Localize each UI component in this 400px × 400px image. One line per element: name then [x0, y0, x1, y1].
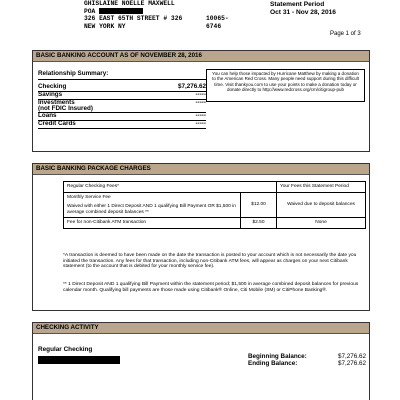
donation-notice: You can help those impacted by Hurricane Matthew by making a donation to the American Red Cross. Many people need support during this difficult time. Visit thankyou.com to use your points to make a donation today or donate directly to http://www.redcross.org/cm/citigroup-pub [206, 69, 365, 102]
table-row [64, 218, 366, 229]
nonciti-fee-amount: $2.50 [241, 218, 277, 229]
regular-checking-title: Regular Checking [38, 346, 93, 353]
redaction-bar [38, 356, 120, 364]
mailing-address [84, 0, 229, 30]
table-row [64, 192, 366, 218]
relationship-summary-title: Relationship Summary: [38, 70, 206, 80]
waive-text: Waived with either 1 Direct Deposit AND 1 qualifying Bill Payment OR $1,500 in average combined deposit balances ** [67, 204, 236, 215]
package-charges-section [32, 163, 370, 311]
statement-period-label: Statement Period [270, 1, 325, 8]
nonciti-fee-period: None [277, 218, 366, 229]
summary-row-investments: Investments (not FDIC Insured) ----- [38, 98, 206, 112]
monthly-fee-label: Monthly Service Fee [67, 194, 111, 200]
basic-banking-account-section [32, 50, 370, 152]
statement-period [270, 1, 336, 17]
summary-row-credit-cards: Credit Cards ----- [38, 120, 206, 128]
footnote-waiver: ** 1 Direct Deposit AND 1 qualifying Bill Payment within the statement period; $1,500 in average combined deposit balances for previous calendar month. Qualifying bill payments are those made using Citibank® Online, Citi Mobile (SM) or CitiPhone Banking®. [63, 282, 359, 293]
street-address: 326 EAST 65TH STREET # 326 [84, 15, 183, 23]
summary-row-checking: Checking $7,276.62 [38, 83, 206, 90]
summary-row-loans: Loans ----- [38, 112, 206, 120]
checking-activity-section [32, 322, 370, 400]
zip-code: 10065-6746 [206, 15, 229, 30]
section-heading: BASIC BANKING ACCOUNT AS OF NOVEMBER 28, 2016 [33, 51, 369, 62]
poa-label: POA [84, 7, 96, 15]
relationship-summary [38, 70, 206, 129]
city-state: NEW YORK NY [84, 22, 126, 30]
monthly-fee-period: Waived due to deposit balances [277, 192, 366, 218]
section-heading: CHECKING ACTIVITY [33, 323, 369, 334]
monthly-fee-amount: $12.00 [241, 192, 277, 218]
statement-period-value: Oct 31 - Nov 28, 2016 [270, 9, 336, 16]
summary-row-savings: Savings ----- [38, 90, 206, 98]
column-header-period: Your Fees this Statement Period [277, 182, 366, 193]
beginning-balance: Beginning Balance: $7,276.62 [248, 353, 366, 360]
redaction-bar [99, 8, 143, 14]
fees-table [63, 181, 366, 229]
account-holder-name: GHISLAINE NOELLE MAXWELL [84, 0, 175, 7]
ending-balance: Ending Balance: $7,276.62 [248, 360, 366, 367]
column-header-fees: Regular Checking Fees* [64, 182, 277, 193]
table-row [64, 182, 366, 193]
footnote-transaction: *A transaction is deemed to have been made on the date the transaction is posted to your account which is not necessarily the date you initiated the transaction. Any fees for that transaction, including non-Citibank ATM fees, will appear as charges on your next Citibank statement (to the account that is debited for your monthly service fee). [63, 253, 357, 270]
nonciti-fee-label: Fee for non-Citibank ATM transaction [64, 218, 241, 229]
page-number: Page 1 of 3 [330, 31, 361, 37]
section-heading: BASIC BANKING PACKAGE CHARGES [33, 164, 369, 175]
